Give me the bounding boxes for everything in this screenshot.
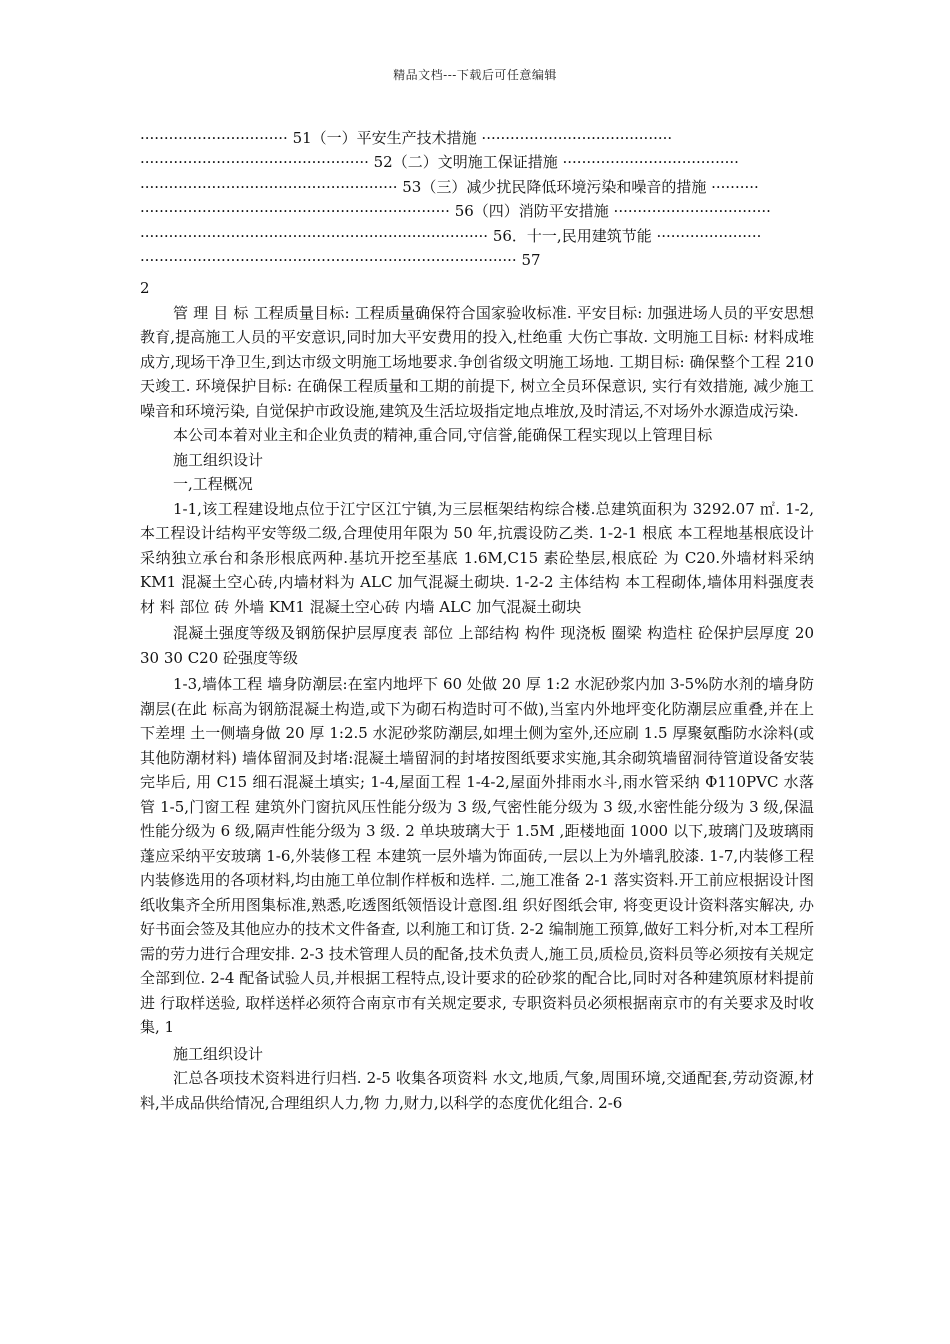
page-number: 2 [140,279,150,297]
concrete-grade-paragraph: 混凝土强度等级及钢筋保护层厚度表 部位 上部结构 构件 现浇板 圈梁 构造柱 砼保护层厚度 20 30 30 C20 砼强度等级 [140,624,814,667]
project-overview-paragraph: 1-1,该工程建设地点位于江宁区江宁镇,为三层框架结构综合楼.总建筑面积为 3292.07 ㎡. 1-2,本工程设计结构平安等级二级,合理使用年限为 50 年,抗震设防乙类. 1-2-1 根底 本工程地基根底设计采纳独立承台和条形根底两种.基坑开挖至基底 1.6M,C15 素砼垫层,根底砼 为 C20.外墙材料采纳 KM1 混凝土空心砖,内墙材料为 ALC 加气混凝土砌块. 1-2-2 主体结构 本工程砌体,墙体用料强度表 材 料 部位 砖 外墙 KM1 混凝土空心砖 内墙 ALC 加气混凝土砌块 [140,499,814,616]
section-heading: 施工组织设计 [173,1044,264,1063]
toc-line[interactable]: ······························· 51（一）平安生产技术措施 ········································ [140,129,673,147]
commitment-paragraph: 本公司本着对业主和企业负责的精神,重合同,守信誉,能确保工程实现以上管理目标 [173,426,713,444]
management-goals-paragraph: 管 理 目 标 工程质量目标: 工程质量确保符合国家验收标准. 平安目标: 加强进场人员的平安思想教育,提高施工人员的平安意识,同时加大平安费用的投入,杜绝重 大伤亡事故. 文明施工目标: 材料成堆成方,现场干净卫生,到达市级文明施工场地要求.争创省级文明施工场地. 工期目标: 确保整个工程 210 天竣工. 环境保护目标: 在确保工程质量和工期的前提下, 树立全员环保意识, 实行有效措施, 减少施工噪音和环境污染, 自觉保护市政设施,建筑及生活垃圾指定地点堆放,及时清运,不对场外水源造成污染. [140,303,814,420]
body-text [140,276,814,1115]
toc-line[interactable]: ················································ 52（二）文明施工保证措施 ····································· [140,153,739,172]
page-header: 精品文档---下载后可任意编辑 [393,68,557,82]
toc-line[interactable]: ································································· 56（四）消防平安措施 ································· [140,202,771,221]
section-heading: 一,工程概况 [173,475,253,493]
toc-line[interactable]: ······················································ 53（三）减少扰民降低环境污染和噪音的措施 ·········· [140,177,759,196]
toc-line[interactable]: ········································································· 56．十一,民用建筑节能 ······················ [140,226,762,245]
wall-engineering-paragraph: 1-3,墙体工程 墙身防潮层:在室内地坪下 60 处做 20 厚 1:2 水泥砂浆内加 3-5%防水剂的墙身防潮层(在此 标高为钢筋混凝土构造,或下为砌石构造时可不做),当室内外地坪变化防潮层应重叠,并在上下差埋 土一侧墙身做 20 厚 1:2.5 水泥砂浆防潮层,如埋土侧为室外,还应刷 1.5 厚聚氨酯防水涂料(或 其他防潮材料) 墙体留洞及封堵:混凝土墙留洞的封堵按图纸要求实施,其余砌筑墙留洞待管道设备安装完毕后, 用 C15 细石混凝土填实; 1-4,屋面工程 1-4-2,屋面外排雨水斗,雨水管采纳 Φ110PVC 水落管 1-5,门窗工程 建筑外门窗抗风压性能分级为 3 级,气密性能分级为 3 级,水密性能分级为 3 级,保温性能分级为 6 级,隔声性能分级为 3 级. 2 单块玻璃大于 1.5M ,距楼地面 1000 以下,玻璃门及玻璃雨蓬应采纳平安玻璃 1-6,外装修工程 本建筑一层外墙为饰面砖,一层以上为外墙乳胶漆. 1-7,内装修工程 内装修选用的各项材料,均由施工单位制作样板和选样. 二,施工准备 2-1 落实资料.开工前应根据设计图纸收集齐全所用图集标准,熟悉,吃透图纸领悟设计意图.组 织好图纸会审, 将变更设计资料落实解决, 办好书面会签及其他应办的技术文件备查, 以利施工和订货. 2-2 编制施工预算,做好工料分析,对本工程所需的劳力进行合理安排. 2-3 技术管理人员的配备,技术负责人,施工员,质检员,资料员等必须按有关规定全部到位. 2-4 配备试验人员,并根据工程特点,设计要求的砼砂浆的配合比,同时对各种建筑原材料提前进 行取样送验, 取样送样必须符合南京市有关规定要求, 专职资料员必须根据南京市的有关要求及时收集, 1 [140,675,814,1036]
toc-line[interactable]: ··············································································· 57 [140,250,541,269]
section-heading: 施工组织设计 [173,450,264,469]
table-of-contents [140,126,812,272]
archiving-paragraph: 汇总各项技术资料进行归档. 2-5 收集各项资料 水文,地质,气象,周围环境,交通配套,劳动资源,材料,半成品供给情况,合理组织人力,物 力,财力,以科学的态度优化组合. 2-6 [140,1069,814,1112]
